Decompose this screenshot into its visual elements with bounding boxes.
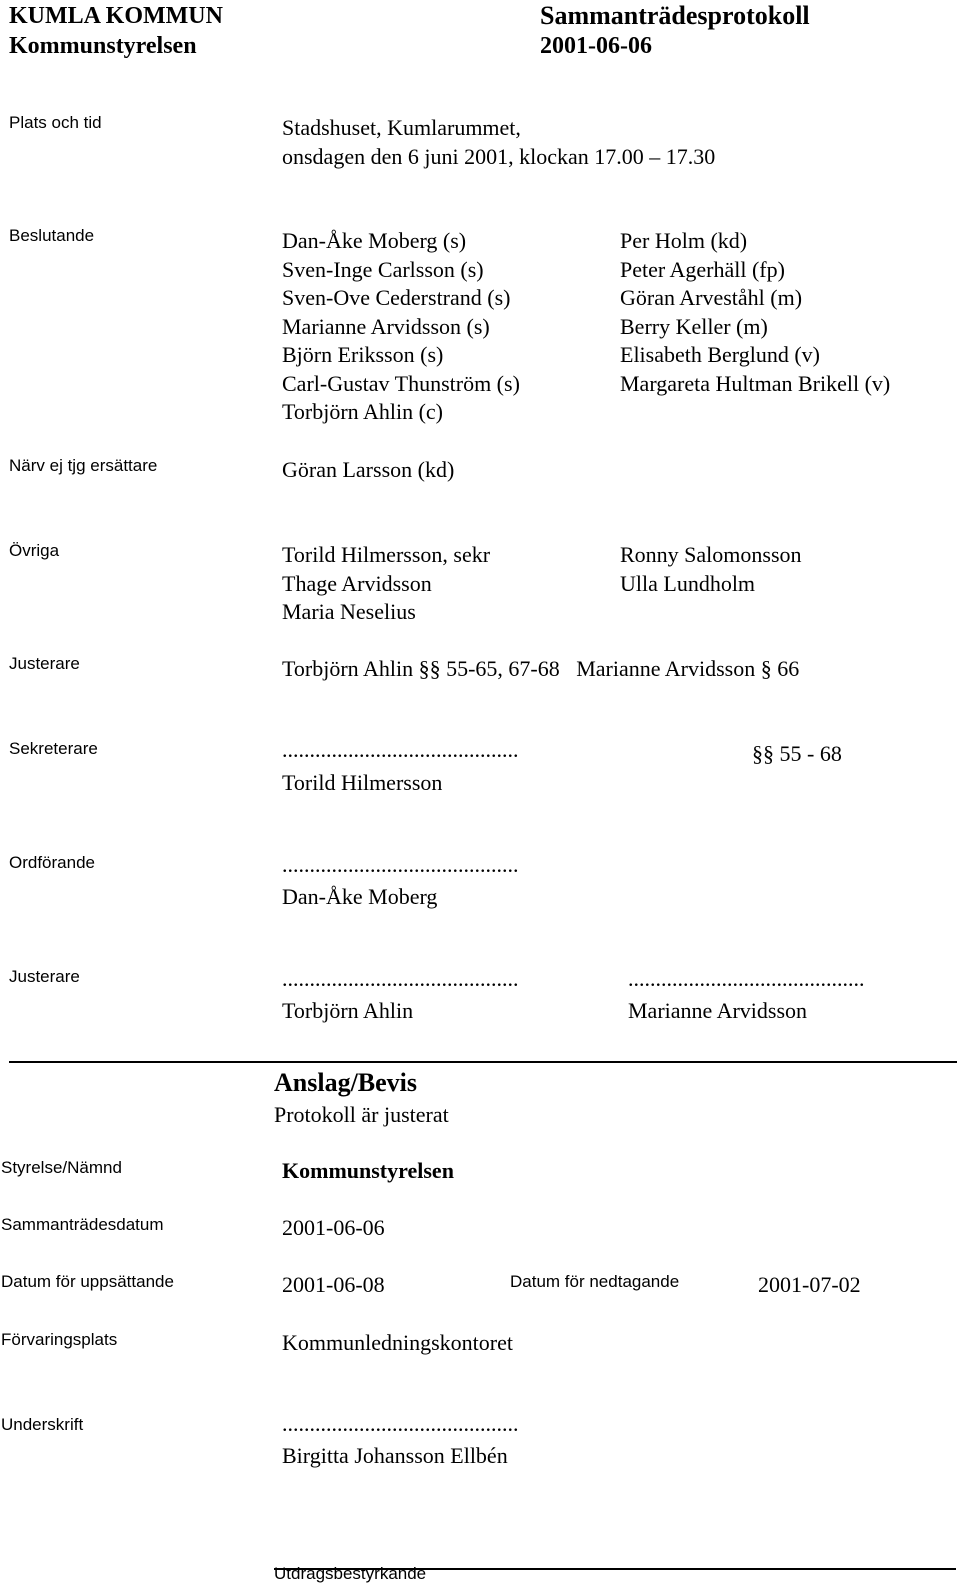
plats-label: Plats och tid xyxy=(9,113,102,132)
beslutande-right-list xyxy=(620,227,890,398)
justerare-label: Justerare xyxy=(9,654,80,673)
styrelse-value: Kommunstyrelsen xyxy=(282,1158,454,1183)
underskrift-name: Birgitta Johansson Ellbén xyxy=(282,1443,508,1468)
list-item: Björn Eriksson (s) xyxy=(282,342,444,367)
signature-line: ........................................... xyxy=(282,852,519,877)
list-item: Carl-Gustav Thunström (s) xyxy=(282,370,520,396)
narvarande-label: Närv ej tjg ersättare xyxy=(9,456,158,475)
forvaringsplats-value: Kommunledningskontoret xyxy=(282,1330,513,1355)
document-title: Sammanträdesprotokoll xyxy=(540,1,810,30)
uppsattande-label: Datum för uppsättande xyxy=(1,1272,174,1291)
sekreterare-label: Sekreterare xyxy=(9,739,98,758)
justerare-value: Torbjörn Ahlin §§ 55-65, 67-68 Marianne Arvidsson § 66 xyxy=(282,656,800,681)
narvarande-value: Göran Larsson (kd) xyxy=(282,457,455,482)
list-item: Göran Arveståhl (m) xyxy=(620,285,803,310)
ovriga-right-list xyxy=(620,541,802,598)
board-name: Kommunstyrelsen xyxy=(9,33,197,59)
signature-line: ........................................... xyxy=(282,966,519,991)
section-divider xyxy=(9,1061,957,1063)
ordforande-label: Ordförande xyxy=(9,853,95,872)
list-item: Per Holm (kd) xyxy=(620,228,748,253)
list-item: Sven-Inge Carlsson (s) xyxy=(282,256,484,282)
beslutande-left-list xyxy=(282,227,520,427)
sekreterare-paragraphs: §§ 55 - 68 xyxy=(752,741,842,766)
anslag-subtitle: Protokoll är justerat xyxy=(274,1102,449,1127)
nedtagande-value: 2001-07-02 xyxy=(758,1272,861,1297)
plats-line1: Stadshuset, Kumlarummet, xyxy=(282,115,521,140)
list-item: Peter Agerhäll (fp) xyxy=(620,256,785,282)
sammantradesdatum-label: Sammanträdesdatum xyxy=(1,1215,164,1234)
org-name: KUMLA KOMMUN xyxy=(9,3,223,29)
plats-line2: onsdagen den 6 juni 2001, klockan 17.00 – 17.30 xyxy=(282,144,716,169)
signature-line: ........................................... xyxy=(282,737,519,762)
justerare-sign-label: Justerare xyxy=(9,967,80,986)
signature-line: ........................................... xyxy=(282,1411,519,1436)
ovriga-label: Övriga xyxy=(9,541,60,560)
list-item: Marianne Arvidsson (s) xyxy=(282,313,490,339)
nedtagande-label: Datum för nedtagande xyxy=(510,1272,680,1291)
justerare-sign-name-right: Marianne Arvidsson xyxy=(628,998,808,1023)
list-item: Sven-Ove Cederstrand (s) xyxy=(282,285,511,310)
forvaringsplats-label: Förvaringsplats xyxy=(1,1330,118,1349)
ordforande-name: Dan-Åke Moberg xyxy=(282,884,438,909)
sammantradesdatum-value: 2001-06-06 xyxy=(282,1215,385,1240)
list-item: Elisabeth Berglund (v) xyxy=(620,342,820,367)
uppsattande-value: 2001-06-08 xyxy=(282,1272,385,1297)
styrelse-label: Styrelse/Nämnd xyxy=(1,1158,122,1177)
list-item: Torbjörn Ahlin (c) xyxy=(282,399,443,424)
list-item: Margareta Hultman Brikell (v) xyxy=(620,370,891,396)
ovriga-left-list xyxy=(282,541,490,627)
anslag-title: Anslag/Bevis xyxy=(274,1068,418,1097)
list-item: Ulla Lundholm xyxy=(620,570,756,596)
list-item: Thage Arvidsson xyxy=(282,570,432,596)
document-date: 2001-06-06 xyxy=(540,33,652,59)
signature-line: ........................................... xyxy=(628,966,865,991)
list-item: Torild Hilmersson, sekr xyxy=(282,542,491,567)
beslutande-label: Beslutande xyxy=(9,226,95,245)
justerare-sign-name-left: Torbjörn Ahlin xyxy=(282,998,414,1023)
utdragsbestyrkande-label: Utdragsbestyrkande xyxy=(274,1564,427,1583)
list-item: Berry Keller (m) xyxy=(620,313,768,339)
list-item: Dan-Åke Moberg (s) xyxy=(282,228,467,253)
list-item: Ronny Salomonsson xyxy=(620,542,802,567)
list-item: Maria Neselius xyxy=(282,599,416,624)
underskrift-label: Underskrift xyxy=(1,1415,84,1434)
sekreterare-name: Torild Hilmersson xyxy=(282,770,443,795)
